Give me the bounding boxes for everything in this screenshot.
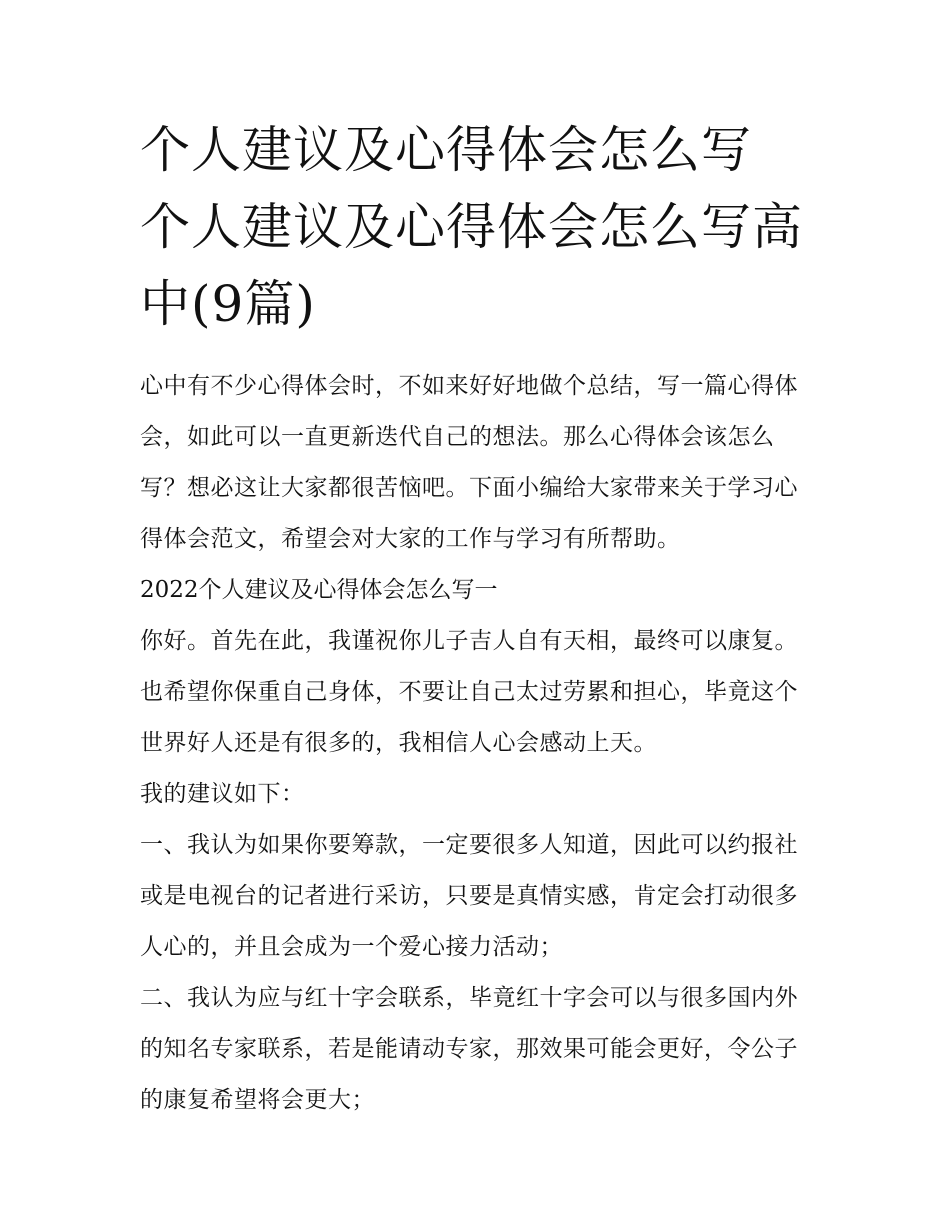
document-content: [140, 112, 812, 1126]
body-paragraph: 我的建议如下：: [140, 781, 305, 807]
section-heading: 2022个人建议及心得体会怎么写一: [140, 577, 498, 603]
document-body: [140, 361, 812, 1126]
document-title: 个人建议及心得体会怎么写 个人建议及心得体会怎么写高中(9篇): [140, 121, 803, 333]
intro-paragraph: 心中有不少心得体会时，不如来好好地做个总结，写一篇心得体会，如此可以一直更新迭代自己的想法。那么心得体会该怎么写？想必这让大家都很苦恼吧。下面小编给大家带来关于学习心得体会范文，希望会对大家的工作与学习有所帮助。: [140, 373, 798, 552]
body-paragraph: 二、我认为应与红十字会联系，毕竟红十字会可以与很多国内外的知名专家联系，若是能请动专家，那效果可能会更好，令公子的康复希望将会更大；: [140, 985, 798, 1113]
body-paragraph: 一、我认为如果你要筹款，一定要很多人知道，因此可以约报社或是电视台的记者进行采访，只要是真情实感，肯定会打动很多人心的，并且会成为一个爱心接力活动；: [140, 832, 798, 960]
body-paragraph: 你好。首先在此，我谨祝你儿子吉人自有天相，最终可以康复。也希望你保重自己身体，不要让自己太过劳累和担心，毕竟这个世界好人还是有很多的，我相信人心会感动上天。: [140, 628, 798, 756]
